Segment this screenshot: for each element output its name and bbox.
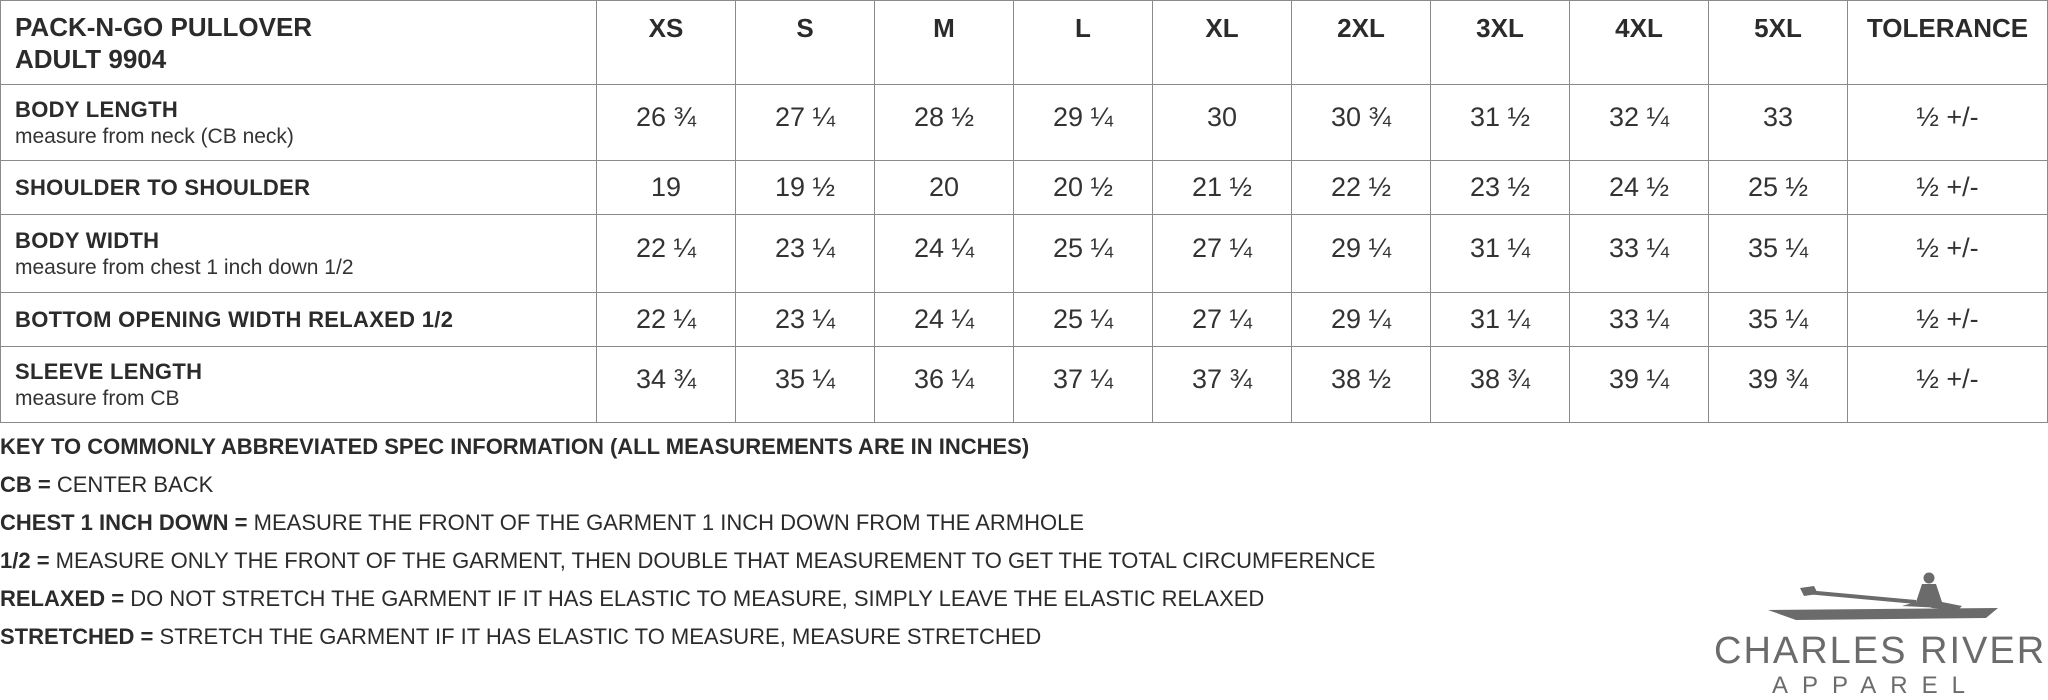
product-name: PACK-N-GO PULLOVER [15,12,313,42]
key-title: KEY TO COMMONLY ABBREVIATED SPEC INFORMATION (ALL MEASUREMENTS ARE IN INCHES) [0,434,1030,459]
row-label [1,293,597,347]
measurement-value: 37 ¾ [1153,347,1292,423]
key-term: 1/2 = [0,548,50,573]
brand-name: CHARLES RIVER [1714,630,2047,672]
key-term: STRETCHED = [0,624,154,649]
measurement-value: 24 ¼ [875,293,1014,347]
tolerance-value: ½ +/- [1848,215,2048,293]
measurement-value: 32 ¼ [1570,85,1709,161]
measurement-value: 33 ¼ [1570,293,1709,347]
measurement-note: measure from neck (CB neck) [15,124,294,148]
table-row [1,293,2048,347]
measurement-value: 23 ¼ [736,293,875,347]
measurement-value: 29 ¼ [1292,293,1431,347]
measurement-name: SLEEVE LENGTH [15,358,203,384]
brand-subname: APPAREL [1772,672,1979,699]
key-desc: MEASURE ONLY THE FRONT OF THE GARMENT, THEN DOUBLE THAT MEASUREMENT TO GET THE TOTAL CIRCUMFERENCE [55,548,1376,573]
rower-icon [1766,572,2006,630]
tolerance-value: ½ +/- [1848,293,2048,347]
measurement-value: 31 ¼ [1431,215,1570,293]
key-desc: STRETCH THE GARMENT IF IT HAS ELASTIC TO MEASURE, MEASURE STRETCHED [159,624,1042,649]
measurement-name: BOTTOM OPENING WIDTH RELAXED 1/2 [15,306,454,332]
size-header: XS [597,1,736,85]
table-row [1,347,2048,423]
key-term: CB = [0,472,51,497]
measurement-value: 35 ¼ [1709,293,1848,347]
measurement-value: 23 ¼ [736,215,875,293]
measurement-value: 35 ¼ [1709,215,1848,293]
key-desc: CENTER BACK [56,472,214,497]
row-label [1,215,597,293]
measurement-value: 27 ¼ [736,85,875,161]
key-item [0,618,1375,656]
tolerance-value: ½ +/- [1848,161,2048,215]
measurement-value: 23 ½ [1431,161,1570,215]
measurement-value: 38 ½ [1292,347,1431,423]
key-term: RELAXED = [0,586,125,611]
brand-logo [1706,568,2048,698]
measurement-value: 28 ½ [875,85,1014,161]
measurement-value: 34 ¾ [597,347,736,423]
table-header-row [1,1,2048,85]
measurement-value: 19 [597,161,736,215]
measurement-value: 25 ¼ [1014,215,1153,293]
row-label [1,85,597,161]
measurement-value: 24 ½ [1570,161,1709,215]
table-row [1,85,2048,161]
key-item [0,580,1375,618]
tolerance-value: ½ +/- [1848,85,2048,161]
size-header: S [736,1,875,85]
measurement-value: 29 ¼ [1014,85,1153,161]
measurement-value: 39 ¾ [1709,347,1848,423]
key-desc: DO NOT STRETCH THE GARMENT IF IT HAS ELASTIC TO MEASURE, SIMPLY LEAVE THE ELASTIC RELAXED [130,586,1265,611]
measurement-value: 27 ¼ [1153,293,1292,347]
measurement-value: 26 ¾ [597,85,736,161]
measurement-value: 38 ¾ [1431,347,1570,423]
row-label [1,161,597,215]
measurement-value: 22 ¼ [597,215,736,293]
tolerance-value: ½ +/- [1848,347,2048,423]
size-header: 2XL [1292,1,1431,85]
measurement-value: 22 ¼ [597,293,736,347]
measurement-value: 25 ½ [1709,161,1848,215]
measurement-name: BODY LENGTH [15,96,179,122]
measurement-note: measure from CB [15,386,180,410]
spec-key [0,428,1375,656]
tolerance-header: TOLERANCE [1848,1,2048,85]
size-header: 4XL [1570,1,1709,85]
product-code: ADULT 9904 [15,44,167,74]
size-header: 3XL [1431,1,1570,85]
measurement-value: 20 ½ [1014,161,1153,215]
key-term: CHEST 1 INCH DOWN = [0,510,248,535]
measurement-name: SHOULDER TO SHOULDER [15,174,311,200]
measurement-value: 21 ½ [1153,161,1292,215]
measurement-value: 27 ¼ [1153,215,1292,293]
size-header: L [1014,1,1153,85]
key-item [0,504,1375,542]
measurement-name: BODY WIDTH [15,227,160,253]
size-header: XL [1153,1,1292,85]
measurement-value: 30 [1153,85,1292,161]
measurement-value: 31 ½ [1431,85,1570,161]
measurement-value: 19 ½ [736,161,875,215]
measurement-value: 31 ¼ [1431,293,1570,347]
measurement-value: 39 ¼ [1570,347,1709,423]
measurement-value: 25 ¼ [1014,293,1153,347]
table-row [1,215,2048,293]
size-header: 5XL [1709,1,1848,85]
row-label [1,347,597,423]
measurement-value: 30 ¾ [1292,85,1431,161]
key-item [0,542,1375,580]
measurement-value: 35 ¼ [736,347,875,423]
measurement-value: 33 [1709,85,1848,161]
measurement-value: 29 ¼ [1292,215,1431,293]
measurement-note: measure from chest 1 inch down 1/2 [15,255,354,279]
product-title [1,1,597,85]
measurement-value: 33 ¼ [1570,215,1709,293]
measurement-value: 20 [875,161,1014,215]
measurement-value: 24 ¼ [875,215,1014,293]
table-row [1,161,2048,215]
key-desc: MEASURE THE FRONT OF THE GARMENT 1 INCH DOWN FROM THE ARMHOLE [253,510,1085,535]
measurement-value: 36 ¼ [875,347,1014,423]
size-header: M [875,1,1014,85]
key-item [0,466,1375,504]
measurement-value: 37 ¼ [1014,347,1153,423]
measurement-value: 22 ½ [1292,161,1431,215]
